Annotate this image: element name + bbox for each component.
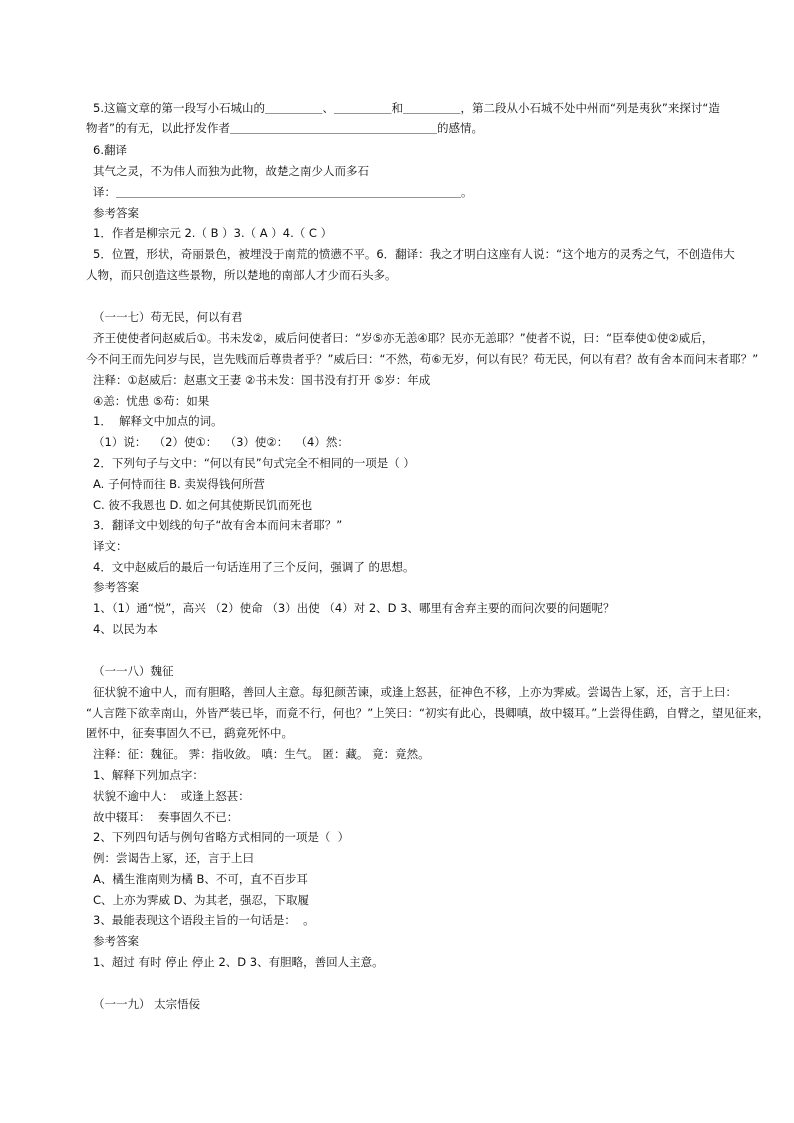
q5-line2: 物者”的有无，以此抒发作者＿＿＿＿＿＿＿＿＿＿＿＿＿＿＿＿＿＿的感情。 — [86, 121, 483, 135]
section-title: （一一八）魏征 — [93, 664, 174, 678]
answer-line: 4、以民为本 — [93, 622, 158, 636]
answer-heading: 参考答案 — [93, 934, 139, 948]
note-line: 注释：征：魏征。 霁：指收敛。 嗔：生气。 匿：藏。 竟：竟然。 — [93, 747, 430, 761]
question: 1、解释下列加点字： — [93, 768, 204, 782]
answer-line: 人物，而只创造这些景物，所以楚地的南部人才少而石头多。 — [86, 268, 397, 282]
question: 1． 解释文中加点的词。 — [93, 414, 223, 428]
note-line: ④恙：忧患 ⑤苟：如果 — [93, 394, 210, 408]
choice-line: C. 彼不我恩也 D. 如之何其使斯民饥而死也 — [93, 498, 313, 512]
answer-line: 1、超过 有时 停止 停止 2、D 3、有胆略，善回人主意。 — [93, 955, 384, 969]
q6-label: 6.翻译 — [93, 143, 127, 157]
choice-line: A. 子何恃而往 B. 卖炭得钱何所营 — [93, 477, 265, 491]
choice-line: A、橘生淮南则为橘 B、不可，直不百步耳 — [93, 872, 308, 886]
note-line: 注释：①赵威后：赵惠文王妻 ②书未发：国书没有打开 ⑤岁：年成 — [93, 373, 431, 387]
question-items: 状貌不逾中人： 或逢上怒甚： — [93, 789, 250, 803]
passage-line: 今不问王而先问岁与民，岂先贱而后尊贵者乎？”威后曰：“不然，苟⑥无岁，何以有民？苟无民，何以有君？故有舍本而问末者耶？” — [86, 352, 759, 366]
passage-line: 齐王使使者问赵威后①。书未发②，威后问使者曰：“岁⑤亦无恙④耶？民亦无恙耶？”使者不说，曰：“臣奉使①使②威后， — [93, 331, 714, 345]
choice-line: C、上亦为霁威 D、为其老，强忍，下取履 — [93, 893, 310, 907]
question-items: 故中辍耳： 奏事固久不已： — [93, 810, 239, 824]
section-title: （一一七）苟无民，何以有君 — [93, 310, 243, 324]
answer-line: 5．位置，形状，奇丽景色，被埋没于南荒的愤懑不平。6．翻译：我之才明白这座有人说：“这个地方的灵秀之气，不创造伟大 — [93, 247, 735, 261]
q6-sentence: 其气之灵，不为伟人而独为此物，故楚之南少人而多石 — [93, 164, 369, 178]
answer-heading: 参考答案 — [93, 580, 139, 594]
question: 2．下列句子与文中：“何以有民”句式完全不相同的一项是（ ） — [93, 456, 415, 470]
question: 3、最能表现这个语段主旨的一句话是： 。 — [93, 913, 315, 927]
answer-line: 1、（1）通“悦”，高兴 （2）使命 （3）出使 （4）对 2、D 3、哪里有舍弃主要的而问次要的问题呢？ — [93, 601, 615, 615]
answer-line: 1．作者是柳宗元 2.（ B ）3.（ A ）4.（ C ） — [93, 226, 333, 240]
q5-line1: 5.这篇文章的第一段写小石城山的＿＿＿＿＿、＿＿＿＿＿和＿＿＿＿＿，第二段从小石城不处中州而“列是夷狄”来探讨“造 — [93, 101, 720, 115]
passage-line: 匿怀中，征奏事固久不已，鹞竟死怀中。 — [86, 726, 293, 740]
q6-answer-line: 译：＿＿＿＿＿＿＿＿＿＿＿＿＿＿＿＿＿＿＿＿＿＿＿＿＿＿＿＿＿＿。 — [93, 185, 473, 199]
example-line: 例：尝谒告上冢，还，言于上曰 — [93, 851, 254, 865]
passage-line: 征状貌不逾中人，而有胆略，善回人主意。每犯颜苦谏，或逢上怒甚，征神色不移，上亦为霁威。尝谒告上冢，还，言于上曰： — [93, 685, 737, 699]
answer-heading: 参考答案 — [93, 206, 139, 220]
question: 2、下列四句话与例句省略方式相同的一项是（ ） — [93, 830, 350, 844]
question: 3．翻译文中划线的句子“故有舍本而问末者耶？” — [93, 518, 343, 532]
question: 4．文中赵威后的最后一句话连用了三个反问，强调了 的思想。 — [93, 560, 415, 574]
section-title: （一一九） 太宗悟佞 — [93, 997, 201, 1011]
question-items: （1）说： （2）使①： （3）使②： （4）然： — [93, 435, 349, 449]
translation-label: 译文： — [93, 539, 128, 553]
passage-line: “人言陛下欲幸南山，外皆严装已毕，而竟不行，何也？”上笑曰：“初实有此心，畏卿嗔，故中辍耳。”上尝得佳鹞，自臂之，望见征来， — [86, 706, 770, 720]
